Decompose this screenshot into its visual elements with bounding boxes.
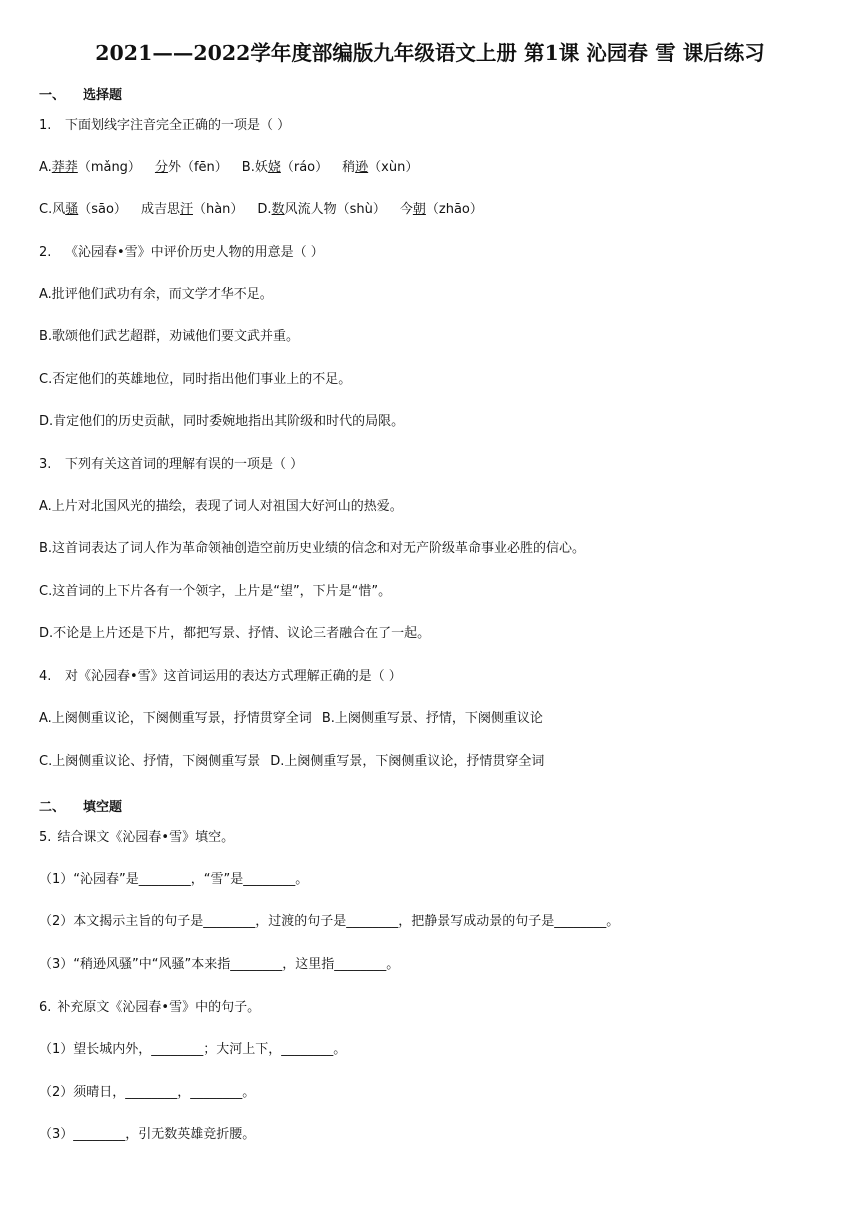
question-text: 结合课文《沁园春•雪》填空。 bbox=[57, 830, 235, 845]
question-3-option-b: B.这首词表达了词人作为革命领袖创造空前历史业绩的信念和对无产阶级革命事业必胜的信心。 bbox=[39, 541, 586, 556]
question-text: 下列有关这首词的理解有误的一项是（ ） bbox=[65, 457, 304, 472]
word-text: 今 bbox=[399, 202, 413, 217]
option-b bbox=[242, 160, 419, 175]
section-title: 填空题 bbox=[83, 800, 123, 815]
question-text: 《沁园春•雪》中评价历史人物的用意是（ ） bbox=[65, 245, 324, 260]
section-number: 一、 bbox=[39, 88, 66, 103]
question-5-item-1: （1）“沁园春”是________，“雪”是________。 bbox=[39, 872, 309, 887]
word-text: 成吉思 bbox=[140, 202, 180, 217]
option-a bbox=[39, 160, 228, 175]
option-label: C.风 bbox=[39, 202, 66, 217]
pinyin: （zhāo） bbox=[425, 202, 483, 217]
question-3-option-d: D.不论是上片还是下片，都把写景、抒情、议论三者融合在了一起。 bbox=[39, 626, 431, 641]
option-d bbox=[257, 202, 482, 217]
question-text: 对《沁园春•雪》这首词运用的表达方式理解正确的是（ ） bbox=[65, 669, 402, 684]
option-d: D.上阕侧重写景，下阕侧重议论，抒情贯穿全词 bbox=[270, 754, 545, 769]
question-2-option-b: B.歌颂他们武艺超群，劝诫他们要文武并重。 bbox=[39, 329, 300, 344]
question-5-stem bbox=[39, 829, 234, 847]
question-2-option-d: D.肯定他们的历史贡献，同时委婉地指出其阶级和时代的局限。 bbox=[39, 414, 405, 429]
question-number: 1. bbox=[39, 118, 52, 133]
question-2-stem bbox=[39, 244, 324, 262]
underlined-char: 汗 bbox=[179, 202, 193, 217]
question-3-option-a: A.上片对北国风光的描绘，表现了词人对祖国大好河山的热爱。 bbox=[39, 499, 403, 514]
question-5-item-3: （3）“稍逊风骚”中“风骚”本来指________，这里指________。 bbox=[39, 957, 400, 972]
question-3-option-c: C.这首词的上下片各有一个领字，上片是“望”，下片是“惜”。 bbox=[39, 584, 392, 599]
underlined-char: 朝 bbox=[412, 202, 426, 217]
option-label: D. bbox=[257, 202, 272, 217]
pinyin: 风流人物（shù） bbox=[284, 202, 386, 217]
question-4-options-ab bbox=[39, 710, 543, 728]
underlined-char: 娆 bbox=[267, 160, 281, 175]
underlined-char: 莽莽 bbox=[51, 160, 78, 175]
pinyin: （hàn） bbox=[192, 202, 244, 217]
question-6-item-2: （2）须晴日，________，________。 bbox=[39, 1085, 256, 1100]
underlined-char: 分 bbox=[154, 160, 168, 175]
pinyin: （ráo） bbox=[280, 160, 329, 175]
question-3-stem bbox=[39, 456, 303, 474]
question-number: 4. bbox=[39, 669, 52, 684]
section-heading-choice bbox=[39, 84, 122, 103]
pinyin: 外（fēn） bbox=[167, 160, 228, 175]
question-6-item-3: （3）________，引无数英雄竞折腰。 bbox=[39, 1127, 256, 1142]
question-4-stem bbox=[39, 668, 402, 686]
pinyin: （xùn） bbox=[368, 160, 419, 175]
question-2-option-c: C.否定他们的英雄地位，同时指出他们事业上的不足。 bbox=[39, 372, 352, 387]
question-text: 补充原文《沁园春•雪》中的句子。 bbox=[57, 1000, 261, 1015]
pinyin: （mǎng） bbox=[77, 160, 141, 175]
pinyin: （sāo） bbox=[78, 202, 127, 217]
option-c: C.上阕侧重议论、抒情，下阕侧重写景 bbox=[39, 754, 261, 769]
question-number: 2. bbox=[39, 245, 52, 260]
section-number: 二、 bbox=[39, 800, 66, 815]
question-2-option-a: A.批评他们武功有余，而文学才华不足。 bbox=[39, 287, 273, 302]
section-title: 选择题 bbox=[83, 88, 123, 103]
option-label: A. bbox=[39, 160, 52, 175]
page-title: 2021——2022学年度部编版九年级语文上册 第1课 沁园春 雪 课后练习 bbox=[95, 41, 765, 65]
option-c bbox=[39, 202, 243, 217]
question-1-options-cd bbox=[39, 201, 483, 219]
question-number: 5. bbox=[39, 830, 52, 845]
question-text: 下面划线字注音完全正确的一项是（ ） bbox=[65, 118, 291, 133]
question-5-item-2: （2）本文揭示主旨的句子是________，过渡的句子是________，把静景写成动景的句子是________。 bbox=[39, 914, 620, 929]
question-6-item-1: （1）望长城内外，________；大河上下，________。 bbox=[39, 1042, 347, 1057]
underlined-char: 骚 bbox=[65, 202, 79, 217]
word-text: 稍 bbox=[342, 160, 356, 175]
question-number: 3. bbox=[39, 457, 52, 472]
underlined-char: 逊 bbox=[355, 160, 369, 175]
option-label: B.妖 bbox=[241, 160, 268, 175]
section-heading-fill bbox=[39, 796, 122, 815]
question-4-options-cd bbox=[39, 753, 544, 771]
question-number: 6. bbox=[39, 1000, 52, 1015]
option-a: A.上阕侧重议论，下阕侧重写景，抒情贯穿全词 bbox=[39, 711, 312, 726]
option-b: B.上阕侧重写景、抒情，下阕侧重议论 bbox=[321, 711, 543, 726]
question-1-stem bbox=[39, 117, 290, 135]
underlined-char: 数 bbox=[271, 202, 285, 217]
question-6-stem bbox=[39, 999, 260, 1017]
question-1-options-ab bbox=[39, 159, 418, 177]
